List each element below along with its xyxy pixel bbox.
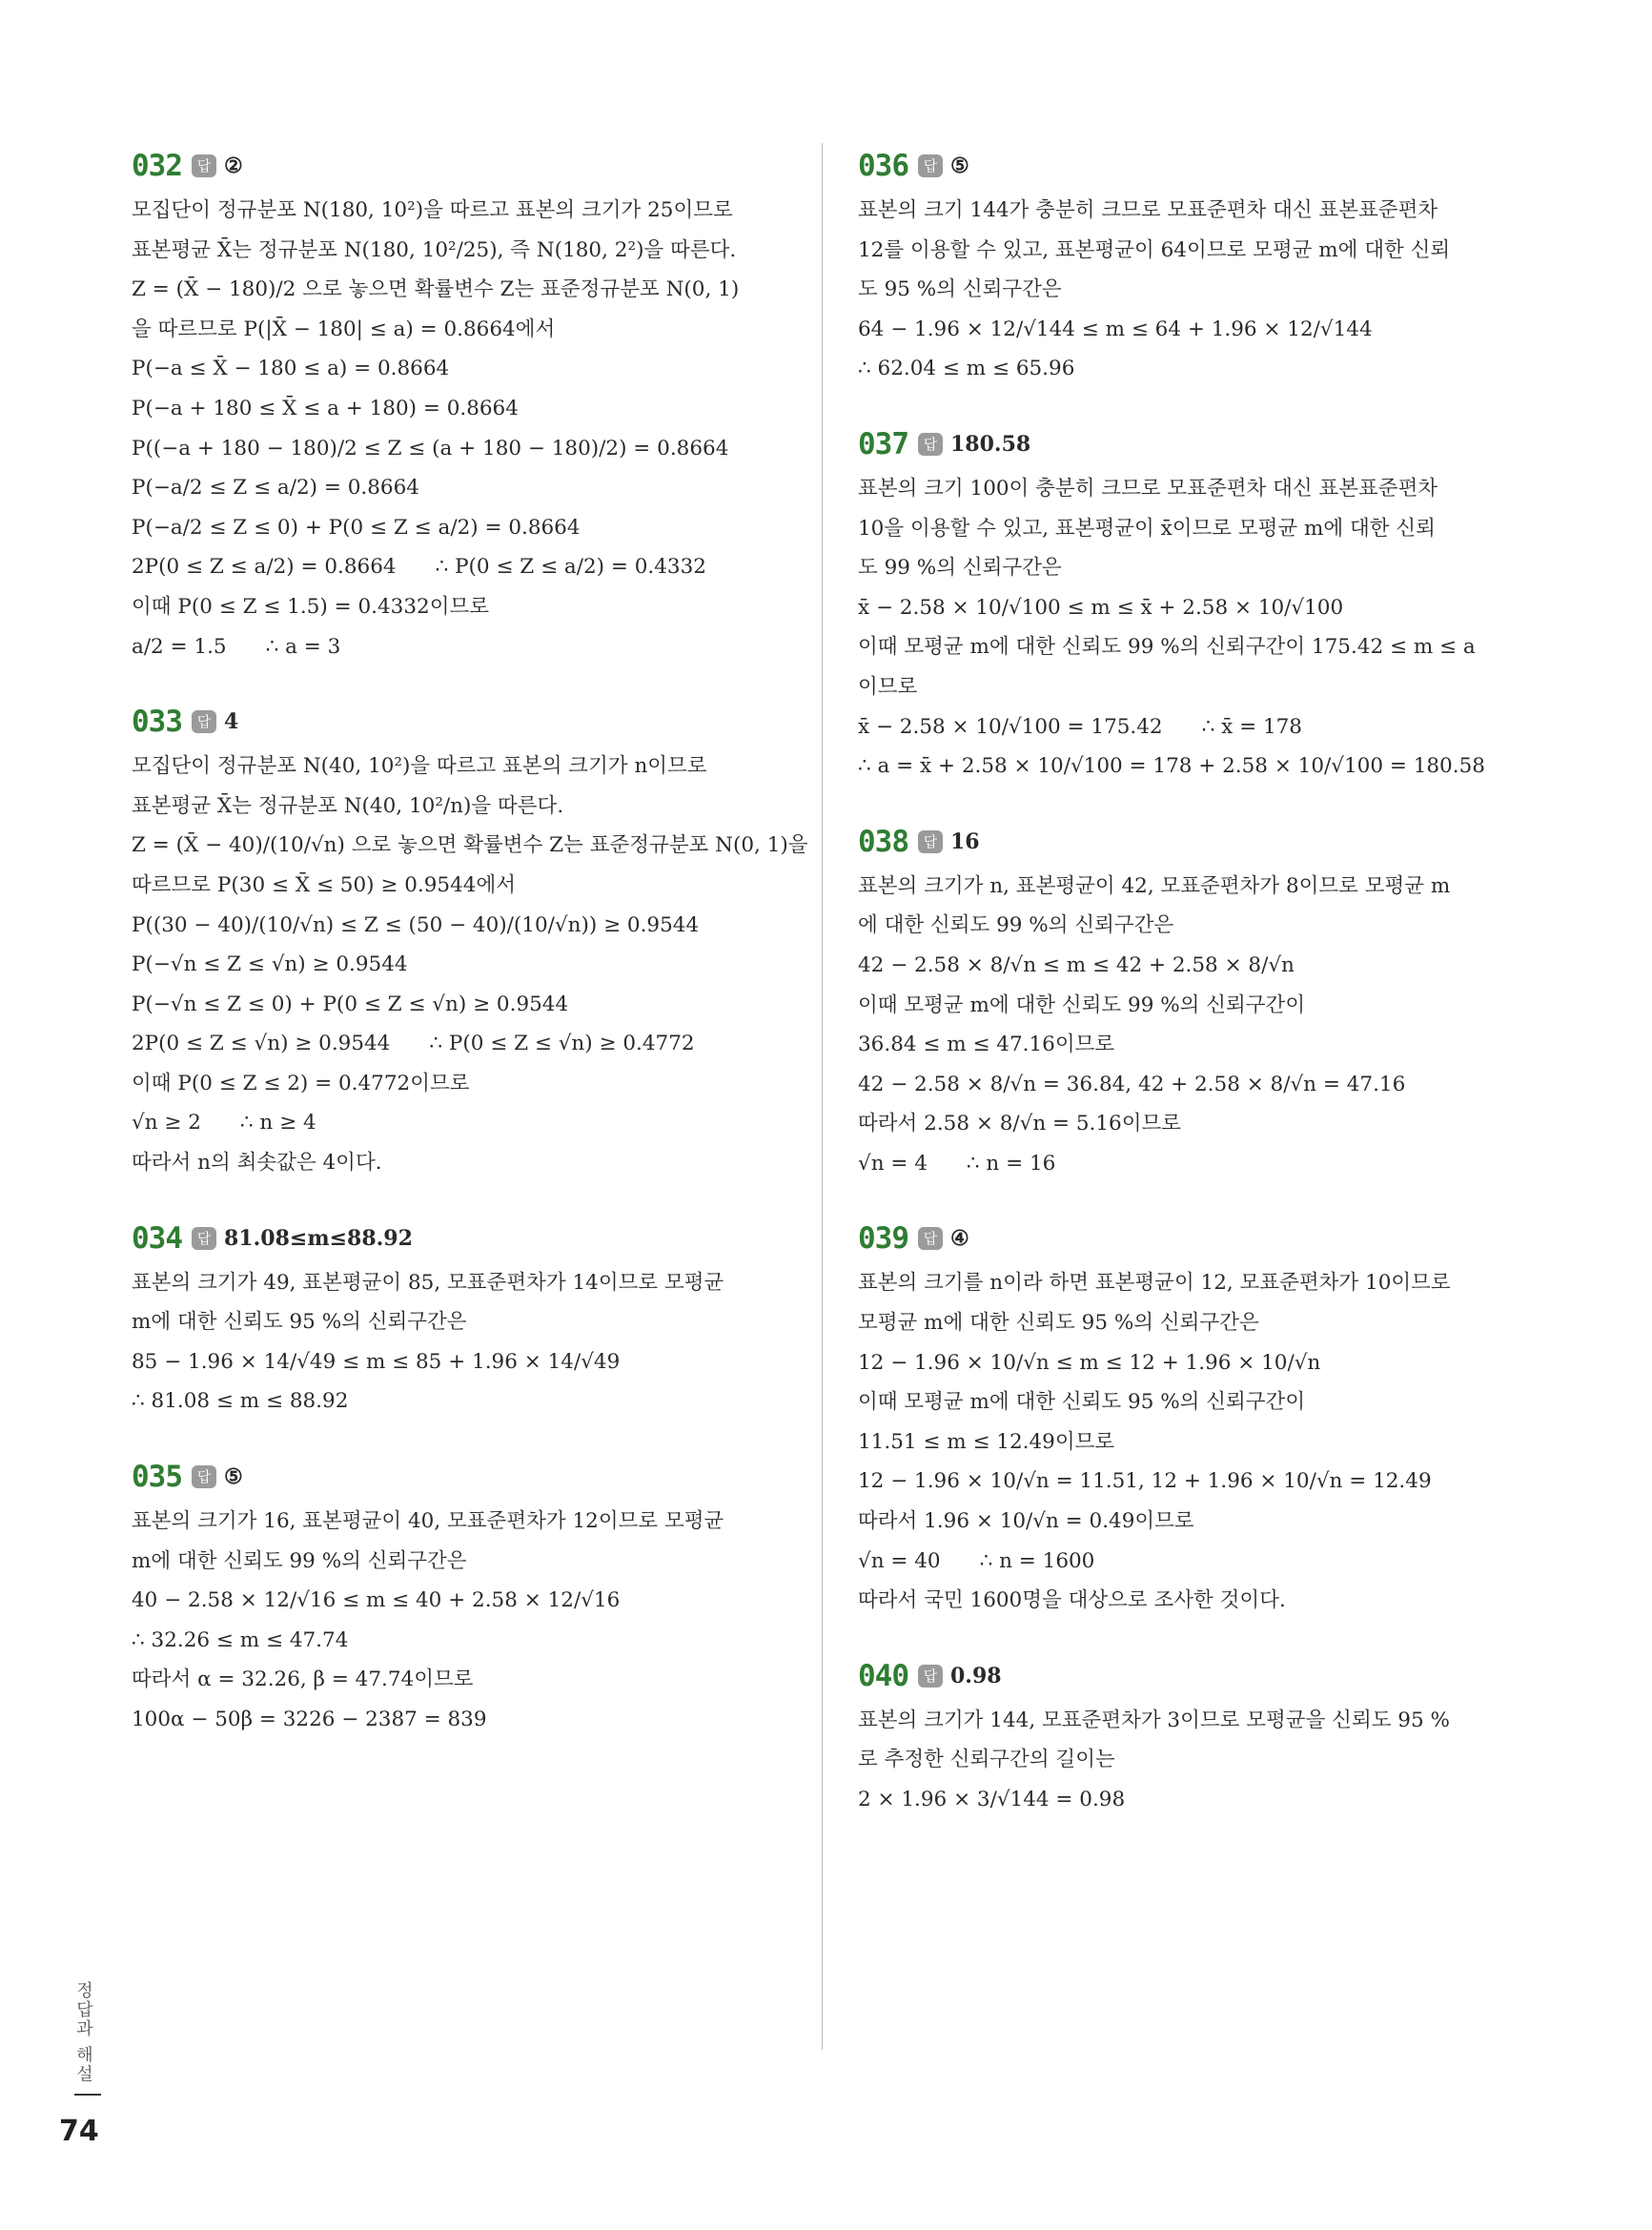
- answer-badge: 답: [918, 1665, 943, 1688]
- column-divider: [822, 143, 823, 2050]
- problem-number: 037: [858, 426, 908, 461]
- left-column: [132, 143, 808, 1772]
- solution-line: P(−a/2 ≤ Z ≤ a/2) = 0.8664: [132, 476, 419, 501]
- solution-line: 도 95 %의 신뢰구간은: [858, 277, 1062, 302]
- problem-number: 032: [132, 149, 182, 183]
- answer-value: ⑤: [224, 1464, 243, 1490]
- solution-line: √n = 40 ∴ n = 1600: [858, 1548, 1095, 1573]
- solution-line: a/2 = 1.5 ∴ a = 3: [132, 634, 341, 659]
- answer-value: ②: [224, 153, 243, 178]
- solution-line: 64 − 1.96 × 12/√144 ≤ m ≤ 64 + 1.96 × 12/√144: [858, 317, 1373, 341]
- answer-value: ④: [950, 1226, 969, 1252]
- problem-number: 035: [132, 1460, 182, 1495]
- answer-badge: 답: [192, 154, 216, 177]
- problem-header: [858, 421, 1516, 467]
- solution-line: 표본평균 X̄는 정규분포 N(180, 10²/25), 즉 N(180, 2²)을 따른다.: [132, 237, 737, 262]
- answer-badge: 답: [918, 154, 943, 177]
- solution-line: 이때 모평균 m에 대한 신뢰도 99 %의 신뢰구간이 175.42 ≤ m ≤ a: [858, 635, 1476, 660]
- solution-line: 2 × 1.96 × 3/√144 = 0.98: [858, 1788, 1126, 1811]
- solution-line: ∴ a = x̄ + 2.58 × 10/√100 = 178 + 2.58 × 10/√100 = 180.58: [858, 754, 1485, 779]
- solution-line: 42 − 2.58 × 8/√n ≤ m ≤ 42 + 2.58 × 8/√n: [858, 952, 1295, 977]
- solution-line: P(−√n ≤ Z ≤ 0) + P(0 ≤ Z ≤ √n) ≥ 0.9544: [132, 992, 569, 1016]
- answer-badge: 답: [192, 1227, 216, 1250]
- solution-line: 따르므로 P(30 ≤ X̄ ≤ 50) ≥ 0.9544에서: [132, 872, 516, 897]
- problem-037: [858, 421, 1516, 787]
- solution-line: P(−√n ≤ Z ≤ √n) ≥ 0.9544: [132, 952, 408, 977]
- solution-line: 이때 모평균 m에 대한 신뢰도 95 %의 신뢰구간이: [858, 1390, 1306, 1415]
- solution-line: 모집단이 정규분포 N(180, 10²)을 따르고 표본의 크기가 25이므로: [132, 198, 733, 222]
- problem-number: 038: [858, 824, 908, 859]
- solution-line: 표본의 크기가 16, 표본평균이 40, 모표준편차가 12이므로 모평균: [132, 1509, 724, 1534]
- solution-line: 표본의 크기가 144, 모표준편차가 3이므로 모평균을 신뢰도 95 %: [858, 1708, 1450, 1732]
- solution-line: 2P(0 ≤ Z ≤ a/2) = 0.8664 ∴ P(0 ≤ Z ≤ a/2) = 0.4332: [132, 555, 706, 580]
- solution-line: 100α − 50β = 3226 − 2387 = 839: [132, 1708, 487, 1731]
- solution-line: 도 99 %의 신뢰구간은: [858, 556, 1062, 581]
- right-column: [858, 143, 1516, 1852]
- solution-line: 36.84 ≤ m ≤ 47.16이므로: [858, 1033, 1115, 1057]
- solution-line: 모집단이 정규분포 N(40, 10²)을 따르고 표본의 크기가 n이므로: [132, 754, 707, 779]
- sidebar-label: 정답과 해설: [73, 1981, 93, 2084]
- solution-line: 2P(0 ≤ Z ≤ √n) ≥ 0.9544 ∴ P(0 ≤ Z ≤ √n) ≥ 0.4772: [132, 1032, 695, 1056]
- solution-line: 따라서 1.96 × 10/√n = 0.49이므로: [858, 1509, 1194, 1534]
- solution-line: 10을 이용할 수 있고, 표본평균이 x̄이므로 모평균 m에 대한 신뢰: [858, 516, 1436, 541]
- solution-line: ∴ 81.08 ≤ m ≤ 88.92: [132, 1389, 349, 1414]
- problem-header: [132, 1216, 789, 1261]
- problem-038: [858, 819, 1516, 1184]
- solution-line: ∴ 32.26 ≤ m ≤ 47.74: [132, 1627, 349, 1652]
- answer-badge: 답: [918, 433, 943, 456]
- solution-line: 이때 모평균 m에 대한 신뢰도 99 %의 신뢰구간이: [858, 992, 1306, 1017]
- solution-line: Z = (X̄ − 180)/2 으로 놓으면 확률변수 Z는 표준정규분포 N(0, 1): [132, 277, 740, 302]
- solution-line: P((30 − 40)/(10/√n) ≤ Z ≤ (50 − 40)/(10/√n)) ≥ 0.9544: [132, 912, 700, 937]
- solution-line: 이므로: [858, 674, 918, 699]
- solution-line: √n ≥ 2 ∴ n ≥ 4: [132, 1111, 316, 1135]
- problem-number: 040: [858, 1658, 908, 1693]
- answer-badge: 답: [918, 830, 943, 853]
- answer-badge: 답: [192, 710, 216, 733]
- page-number: 74: [59, 2115, 99, 2148]
- problem-number: 039: [858, 1221, 908, 1257]
- solution-line: 42 − 2.58 × 8/√n = 36.84, 42 + 2.58 × 8/√n = 47.16: [858, 1072, 1406, 1096]
- problem-header: [858, 819, 1516, 865]
- problem-header: [858, 1216, 1516, 1261]
- solution-line: 표본평균 X̄는 정규분포 N(40, 10²/n)을 따른다.: [132, 793, 564, 818]
- solution-line: 로 추정한 신뢰구간의 길이는: [858, 1748, 1115, 1772]
- solution-line: x̄ − 2.58 × 10/√100 ≤ m ≤ x̄ + 2.58 × 10/√100: [858, 595, 1344, 620]
- problem-033: [132, 699, 808, 1183]
- solution-line: 11.51 ≤ m ≤ 12.49이므로: [858, 1429, 1115, 1454]
- solution-line: 12를 이용할 수 있고, 표본평균이 64이므로 모평균 m에 대한 신뢰: [858, 237, 1451, 262]
- problem-036: [858, 143, 1516, 389]
- answer-value: 16: [950, 829, 980, 854]
- solution-line: P((−a + 180 − 180)/2 ≤ Z ≤ (a + 180 − 180)/2) = 0.8664: [132, 436, 729, 460]
- solution-line: 표본의 크기를 n이라 하면 표본평균이 12, 모표준편차가 10이므로: [858, 1271, 1451, 1296]
- answer-value: 4: [224, 709, 239, 735]
- solution-line: x̄ − 2.58 × 10/√100 = 175.42 ∴ x̄ = 178: [858, 714, 1302, 739]
- solution-line: m에 대한 신뢰도 99 %의 신뢰구간은: [132, 1548, 467, 1573]
- solution-line: √n = 4 ∴ n = 16: [858, 1151, 1056, 1176]
- solution-line: P(−a + 180 ≤ X̄ ≤ a + 180) = 0.8664: [132, 396, 519, 420]
- solution-line: 을 따르므로 P(|X̄ − 180| ≤ a) = 0.8664에서: [132, 317, 556, 341]
- problem-040: [858, 1653, 1516, 1820]
- problem-header: [858, 1653, 1516, 1699]
- answer-value: ⑤: [950, 153, 969, 178]
- problem-035: [132, 1454, 789, 1740]
- page-number-rule: [74, 2094, 101, 2096]
- problem-number: 036: [858, 149, 908, 183]
- problem-039: [858, 1216, 1516, 1620]
- solution-line: 12 − 1.96 × 10/√n ≤ m ≤ 12 + 1.96 × 10/√n: [858, 1350, 1321, 1375]
- solution-line: Z = (X̄ − 40)/(10/√n) 으로 놓으면 확률변수 Z는 표준정규분포 N(0, 1)을: [132, 833, 808, 858]
- problem-number: 034: [132, 1220, 182, 1256]
- problem-032: [132, 143, 789, 666]
- answer-value: 180.58: [950, 431, 1031, 457]
- answer-value: 0.98: [950, 1663, 1002, 1688]
- solution-line: 따라서 국민 1600명을 대상으로 조사한 것이다.: [858, 1588, 1286, 1613]
- problem-header: [132, 699, 789, 745]
- solution-line: P(−a ≤ X̄ − 180 ≤ a) = 0.8664: [132, 357, 450, 381]
- solution-line: 12 − 1.96 × 10/√n = 11.51, 12 + 1.96 × 10/√n = 12.49: [858, 1469, 1432, 1494]
- solution-line: 이때 P(0 ≤ Z ≤ 2) = 0.4772이므로: [132, 1071, 470, 1095]
- solution-line: 40 − 2.58 × 12/√16 ≤ m ≤ 40 + 2.58 × 12/√16: [132, 1588, 621, 1613]
- answer-badge: 답: [192, 1465, 216, 1488]
- solution-line: 이때 P(0 ≤ Z ≤ 1.5) = 0.4332이므로: [132, 594, 490, 619]
- solution-line: 표본의 크기가 n, 표본평균이 42, 모표준편차가 8이므로 모평균 m: [858, 873, 1451, 898]
- solution-line: 따라서 2.58 × 8/√n = 5.16이므로: [858, 1112, 1182, 1136]
- problem-034: [132, 1216, 789, 1422]
- solution-line: ∴ 62.04 ≤ m ≤ 65.96: [858, 357, 1075, 381]
- solution-line: 표본의 크기가 49, 표본평균이 85, 모표준편차가 14이므로 모평균: [132, 1270, 724, 1295]
- solution-line: 에 대한 신뢰도 99 %의 신뢰구간은: [858, 913, 1174, 938]
- solution-line: 모평균 m에 대한 신뢰도 95 %의 신뢰구간은: [858, 1311, 1259, 1336]
- solution-line: 따라서 α = 32.26, β = 47.74이므로: [132, 1667, 474, 1692]
- problem-header: [132, 1454, 789, 1500]
- solution-line: 85 − 1.96 × 14/√49 ≤ m ≤ 85 + 1.96 × 14/√49: [132, 1349, 621, 1374]
- solution-line: 표본의 크기 144가 충분히 크므로 모표준편차 대신 표본표준편차: [858, 198, 1438, 222]
- problem-header: [858, 143, 1516, 189]
- solution-line: 표본의 크기 100이 충분히 크므로 모표준편차 대신 표본표준편차: [858, 476, 1438, 501]
- solution-line: m에 대한 신뢰도 95 %의 신뢰구간은: [132, 1310, 467, 1335]
- answer-value: 81.08≤m≤88.92: [224, 1225, 413, 1251]
- solution-line: 따라서 n의 최솟값은 4이다.: [132, 1151, 382, 1176]
- solution-line: P(−a/2 ≤ Z ≤ 0) + P(0 ≤ Z ≤ a/2) = 0.8664: [132, 515, 581, 540]
- problem-header: [132, 143, 789, 189]
- problem-number: 033: [132, 705, 182, 740]
- answer-badge: 답: [918, 1227, 943, 1250]
